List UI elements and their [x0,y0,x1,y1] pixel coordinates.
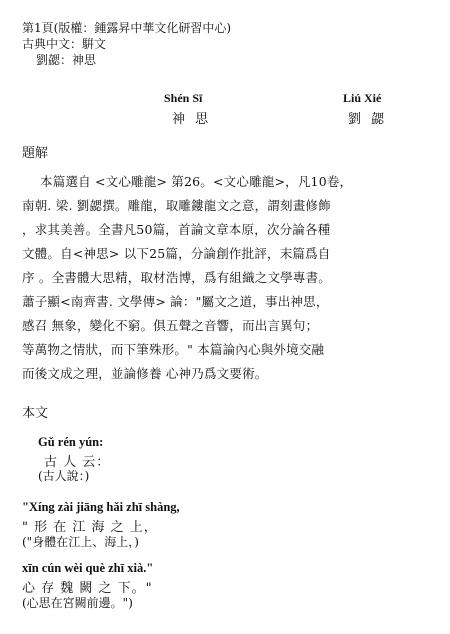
intro-heading: 題解 [22,146,49,161]
verse-chars: 古 人 云： [44,455,111,470]
verse-chars: " 形 在 江 海 之 上， [22,520,158,535]
verse-pinyin: xīn cún wèi què zhī xià." [22,561,154,575]
genre-line: 古典中文：騈文 [22,37,107,51]
intro-line: 文體。自<神思> 以下25篇，分論創作批評，末篇爲自 [22,246,331,261]
intro-line: 南朝. 梁. 劉勰撰。雕龍，取雕鏤龍文之意，謂刻畫修飾 [22,198,331,213]
copyright-line: 第1頁(版權：鍾露昇中華文化研習中心) [22,21,231,35]
verse-pinyin: Gǔ rén yún: [38,435,104,449]
intro-line: 等萬物之情狀，而下筆殊形。" 本篇論內心與外境交融 [22,342,325,357]
verse-translation: (心思在宮闕前邊。") [22,596,133,610]
intro-line: 而後文成之理，並論修養 心神乃爲文要術。 [22,366,268,381]
author-pinyin: Liú Xié [343,91,382,105]
intro-line: 序 。全書體大思精，取材浩博，爲有組織之文學專書。 [22,270,331,285]
verse-pinyin: "Xíng zài jiāng hǎi zhī shàng, [22,500,180,514]
main-text-heading: 本文 [22,406,49,421]
title-chars: 神 思 [172,112,212,127]
author-title-line: 劉勰：神思 [36,53,97,67]
verse-chars: 心 存 魏 闕 之 下。" [22,581,153,596]
intro-line: 蕭子顯<南齊書. 文學傳> 論："屬文之道，事出神思， [22,294,329,309]
author-chars: 劉 勰 [348,112,388,127]
verse-translation: ("身體在江上、海上，) [22,535,139,549]
intro-line: 感召 無象，變化不窮。俱五聲之音響，而出言異句； [22,318,319,333]
intro-line: 本篇選自 <文心雕龍> 第26。<文心雕龍>，凡10卷， [40,174,353,189]
title-pinyin: Shén Sī [164,91,203,105]
verse-translation: (古人說：) [38,469,90,483]
intro-paragraph [22,170,352,386]
intro-line: ，求其美善。全書凡50篇，首論文章本原，次分論各種 [22,222,331,237]
